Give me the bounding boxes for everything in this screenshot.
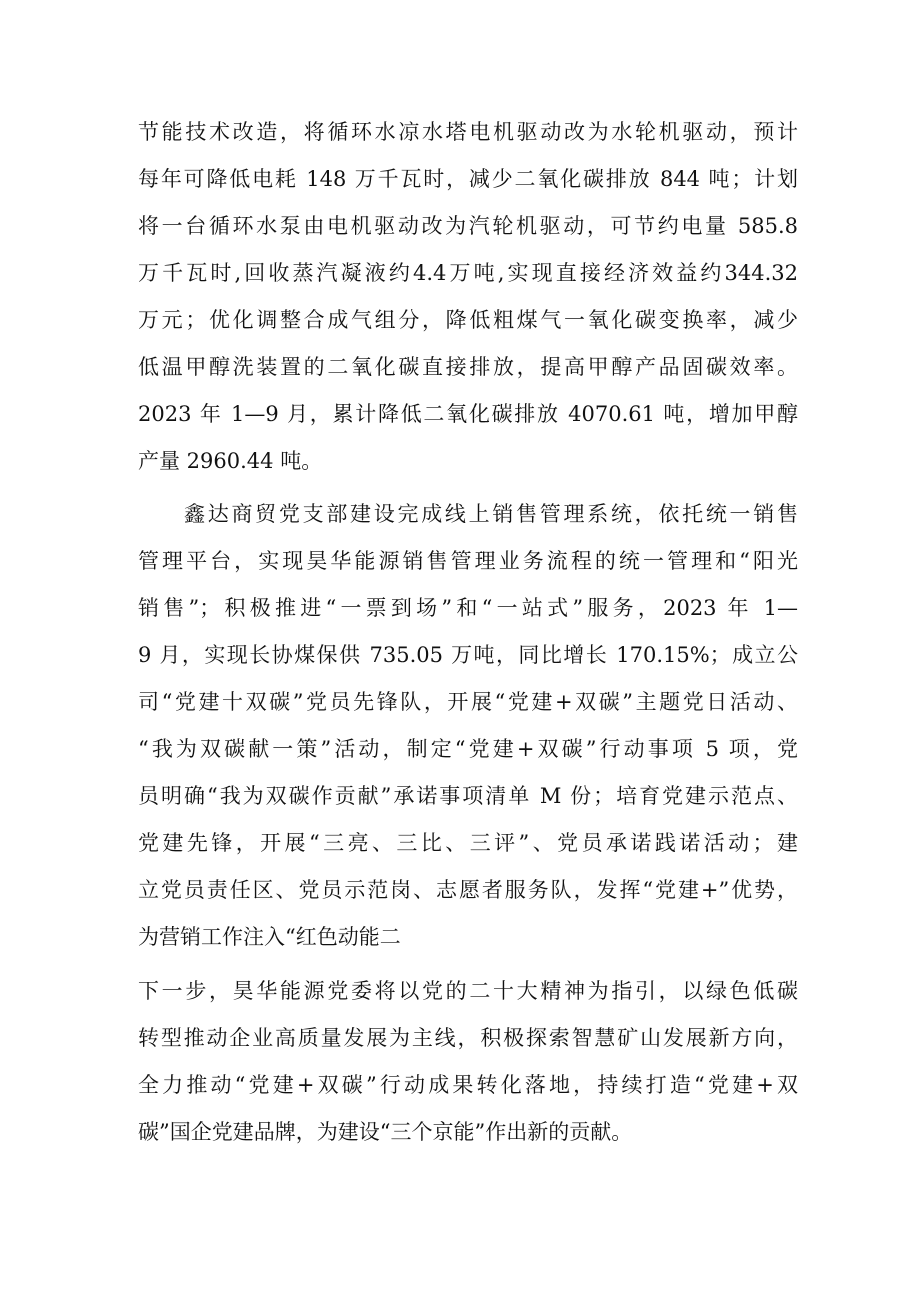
text-line: 万元；优化调整合成气组分，降低粗煤气一氧化碳变换率，减少 — [138, 308, 798, 332]
text-line: 鑫达商贸党支部建设完成线上销售管理系统，依托统一销售 — [184, 502, 798, 526]
text-line: 将一台循环水泵由电机驱动改为汽轮机驱动，可节约电量 585.8 — [138, 214, 798, 238]
text-line: 全力推动“党建+双碳”行动成果转化落地，持续打造“党建+双 — [138, 1073, 798, 1097]
text-line: 碳”国企党建品牌，为建设“三个京能”作出新的贡献。 — [138, 1120, 633, 1144]
text-line: 转型推动企业高质量发展为主线，积极探索智慧矿山发展新方向， — [138, 1026, 798, 1050]
text-line: 节能技术改造，将循环水凉水塔电机驱动改为水轮机驱动，预计 — [138, 120, 798, 144]
text-line: 2023 年 1—9 月，累计降低二氧化碳排放 4070.61 吨，增加甲醇 — [138, 402, 798, 426]
text-line: 每年可降低电耗 148 万千瓦时，减少二氧化碳排放 844 吨；计划 — [138, 167, 798, 191]
text-line: 销售”；积极推进“一票到场”和“一站式”服务，2023 年 1— — [138, 596, 798, 620]
text-line: 为营销工作注入“红色动能二 — [138, 925, 401, 949]
text-line: 管理平台，实现昊华能源销售管理业务流程的统一管理和“阳光 — [138, 549, 798, 573]
text-line: 司“党建十双碳”党员先锋队，开展“党建+双碳”主题党日活动、 — [138, 690, 798, 714]
text-line: 党建先锋，开展“三亮、三比、三评”、党员承诺践诺活动；建 — [138, 831, 798, 855]
text-line: 产量 2960.44 吨。 — [138, 449, 323, 473]
text-line: 立党员责任区、党员示范岗、志愿者服务队，发挥“党建+”优势， — [138, 878, 798, 902]
text-line: “我为双碳献一策”活动，制定“党建+双碳”行动事项 5 项，党 — [138, 737, 798, 761]
text-line: 员明确“我为双碳作贡献”承诺事项清单 M 份；培育党建示范点、 — [138, 784, 798, 808]
text-line: 9 月，实现长协煤保供 735.05 万吨，同比增长 170.15%；成立公 — [138, 643, 798, 667]
text-line: 万千瓦时,回收蒸汽凝液约4.4万吨,实现直接经济效益约344.32 — [138, 261, 798, 285]
text-line: 下一步，昊华能源党委将以党的二十大精神为指引，以绿色低碳 — [138, 979, 798, 1003]
text-line: 低温甲醇洗装置的二氧化碳直接排放，提高甲醇产品固碳效率。 — [138, 355, 798, 379]
